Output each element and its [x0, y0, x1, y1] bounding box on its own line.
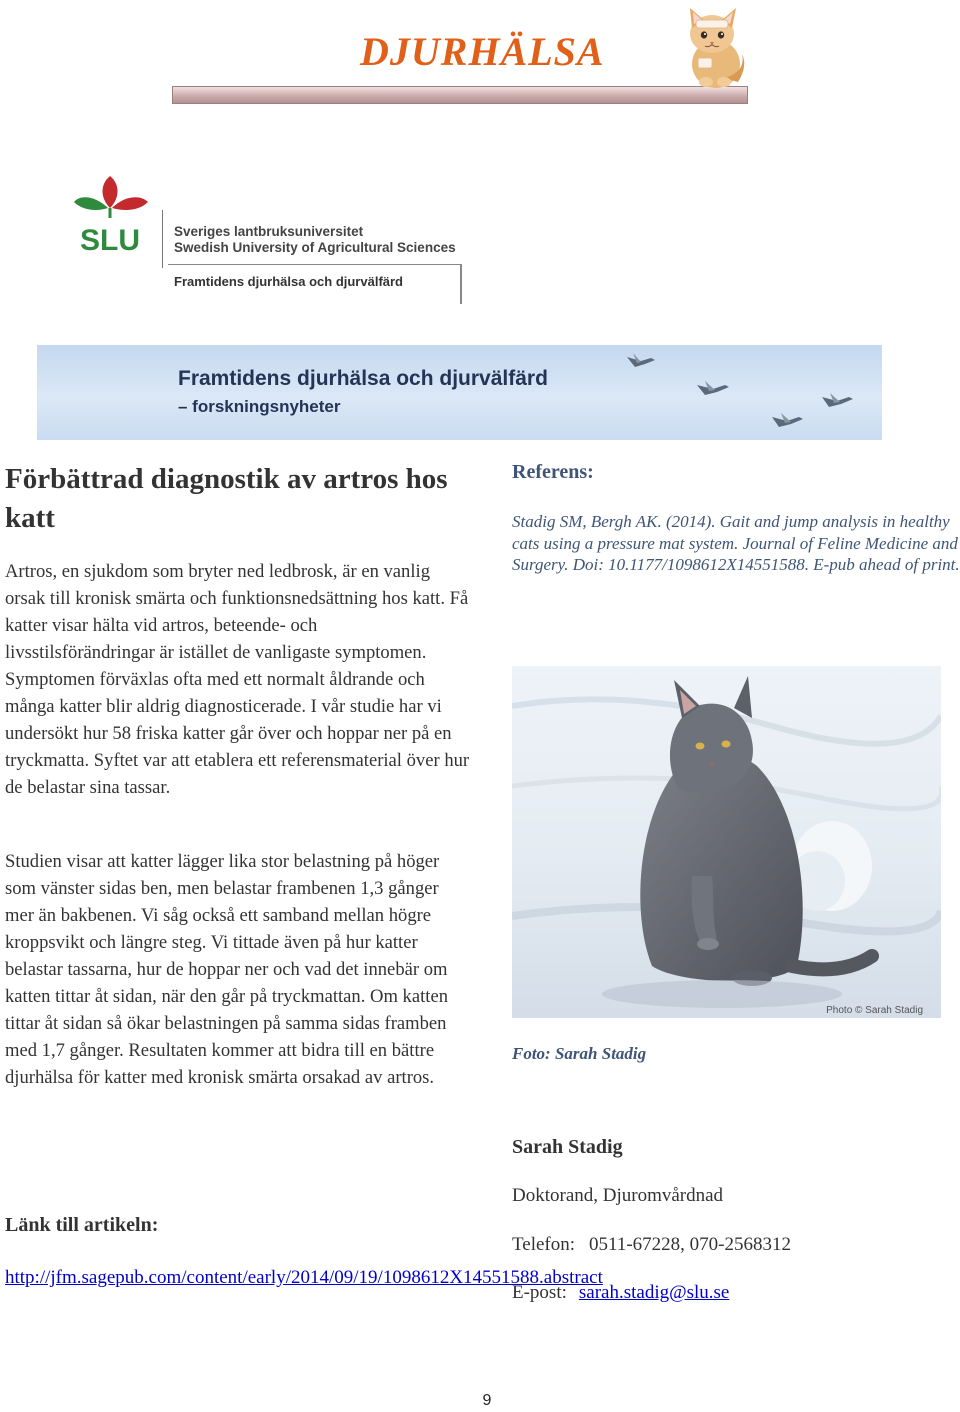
email-link[interactable]: sarah.stadig@slu.se	[578, 1282, 730, 1303]
author-phone-row	[512, 1234, 791, 1256]
header-decorative-bar	[172, 86, 748, 104]
author-email-row	[512, 1282, 729, 1304]
slu-name-swedish: Sveriges lantbruksuniversitet	[174, 224, 364, 239]
banner-subtitle: – forskningsnyheter	[178, 397, 341, 416]
slu-name-english: Swedish University of Agricultural Sciences	[174, 240, 456, 255]
research-news-banner	[37, 345, 882, 440]
article-link-label: Länk till artikeln:	[5, 1214, 159, 1236]
slu-vertical-rule	[460, 264, 462, 304]
slu-subtitle: Framtidens djurhälsa och djurvälfärd	[174, 274, 403, 289]
cat-mascot-icon	[676, 2, 752, 92]
slu-horizontal-rule	[168, 264, 460, 265]
photo-credit: Photo © Sarah Stadig	[826, 1005, 923, 1016]
reference-label: Referens:	[512, 461, 594, 483]
phone-number: 0511-67228, 070-2568312	[589, 1234, 791, 1255]
author-role: Doktorand, Djuromvårdnad	[512, 1185, 724, 1206]
geese-illustration	[37, 345, 882, 440]
article-title: Förbättrad diagnostik av artros hos katt	[5, 463, 448, 534]
banner-title: Framtidens djurhälsa och djurvälfärd	[178, 367, 548, 390]
page-number: 9	[482, 1392, 492, 1409]
page-header-title: DJURHÄLSA	[360, 29, 605, 74]
phone-label: Telefon:	[512, 1234, 576, 1255]
slu-acronym: SLU	[80, 224, 140, 257]
author-name: Sarah Stadig	[512, 1136, 623, 1158]
article-link[interactable]: http://jfm.sagepub.com/content/early/2014/09/19/1098612X14551588.abstract	[5, 1267, 603, 1288]
article-paragraph-1: Artros, en sjukdom som bryter ned ledbrosk, är en vanlig orsak till kronisk smärta och funktionsnedsättning hos katt. Få katter visar hälta vid artros, beteende- och livsstilsförändringar är istället de vanligaste symptomen. Symptomen förväxlas ofta med ett normalt åldrande och många katter blir aldrig diagnosticerade. I vår studie har vi undersökt hur 58 friska katter går över och hoppar ner på en tryckmatta. Syftet var att etablera ett referensmaterial över hur de belastar sina tassar.	[5, 561, 470, 798]
slu-logo-block	[70, 172, 470, 307]
article-paragraph-2: Studien visar att katter lägger lika stor belastning på höger som vänster sidas ben, men belastar frambenen 1,3 gånger mer än bakbenen. Vi såg också ett samband mellan högre kroppsvikt och längre steg. Vi tittade även på hur katter belastar tassarna, hur de hoppar ner och vad det innebär om katten tittar åt sidan, när den går på tryckmattan. Om katten tittar åt sidan så ökar belastningen på samma sidas framben med 1,7 gånger. Resultaten kommer att bidra till en bättre djurhälsa för katter med kronisk smärta orsakad av artros.	[5, 851, 448, 1088]
email-label: E-post:	[512, 1282, 567, 1303]
cat-photo	[512, 666, 941, 1018]
slu-logo-icon	[70, 172, 154, 258]
slu-divider	[162, 210, 163, 268]
reference-text: Stadig SM, Bergh AK. (2014). Gait and jump analysis in healthy cats using a pressure mat system. Journal of Feline Medicine and Surgery. Doi: 10.1177/1098612X14551588. E-pub ahead of print.	[512, 512, 960, 574]
photo-caption: Foto: Sarah Stadig	[512, 1044, 647, 1063]
